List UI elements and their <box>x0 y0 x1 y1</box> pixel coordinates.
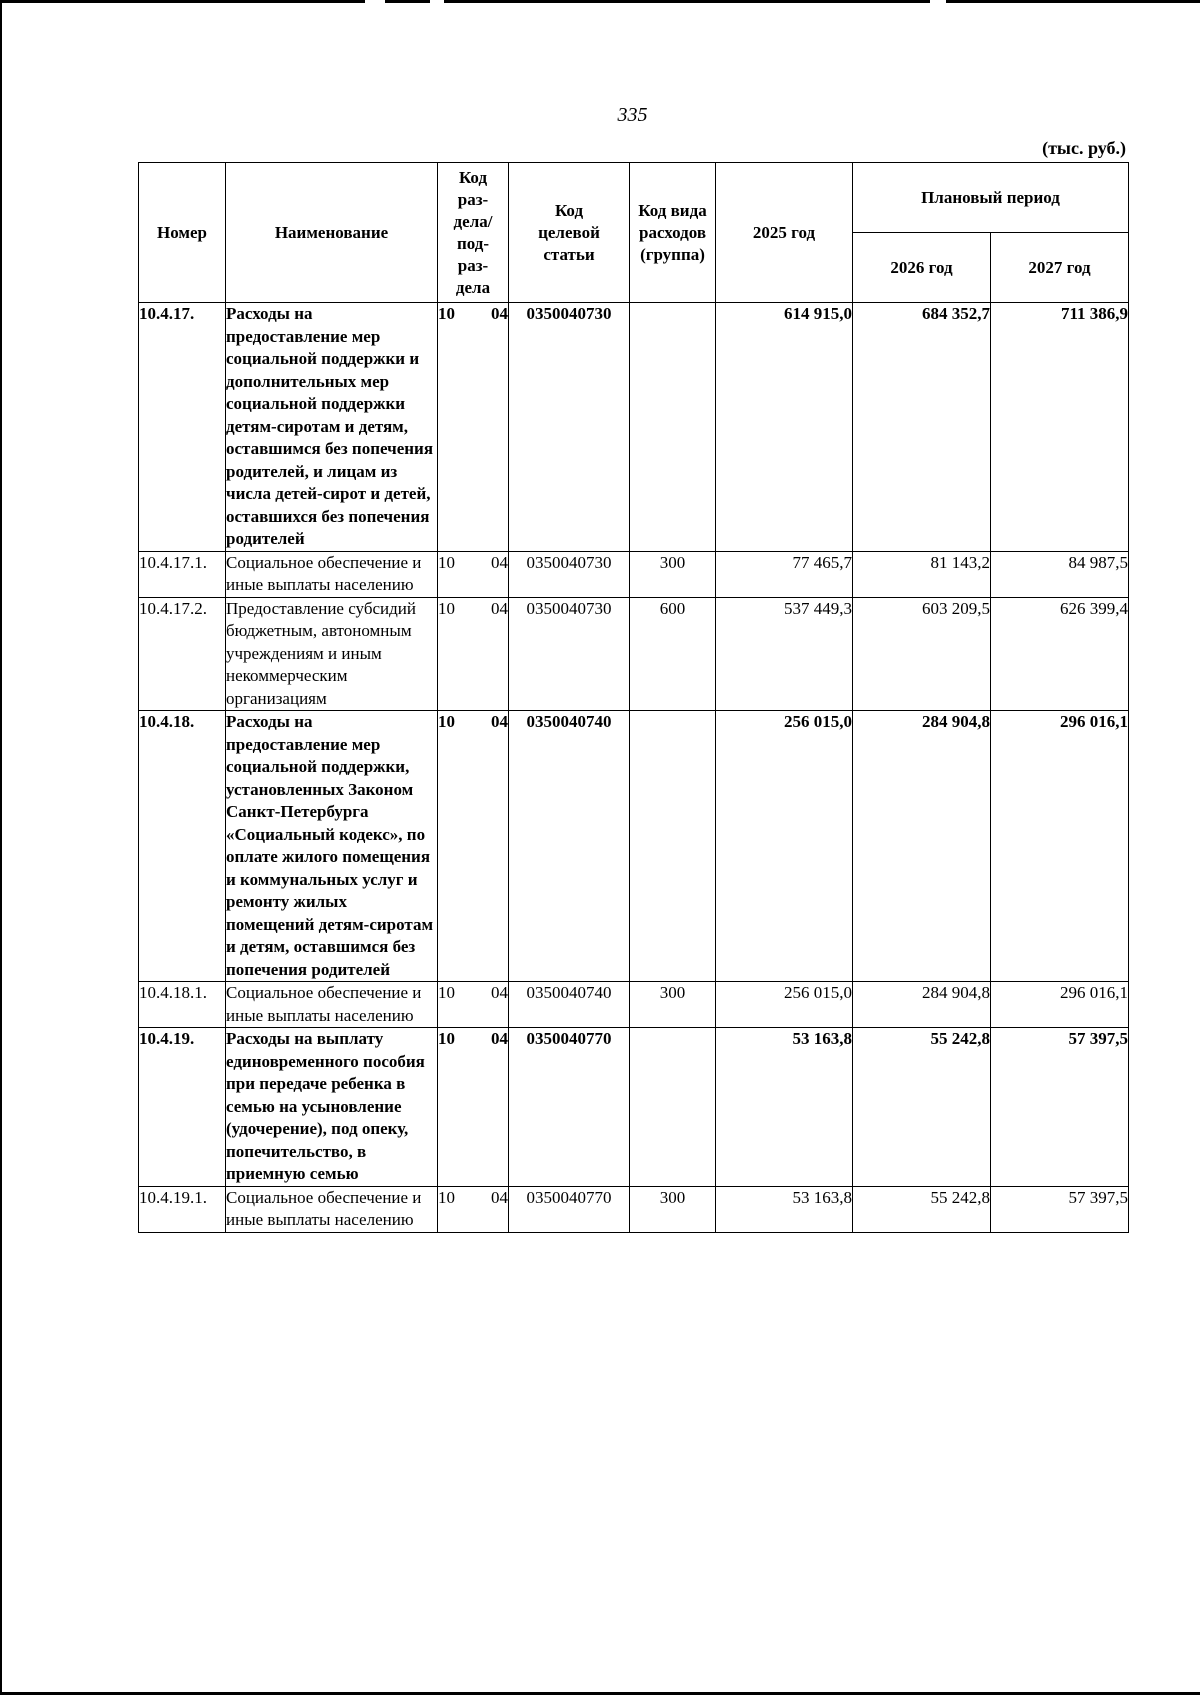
row-target-article: 0350040730 <box>509 597 630 711</box>
table-row <box>139 711 1129 982</box>
row-podrazdel: 04 <box>491 598 508 618</box>
row-expense-type: 300 <box>630 1186 716 1232</box>
row-razdel: 10 <box>438 598 455 618</box>
row-section <box>438 551 509 597</box>
row-value-2025: 53 163,8 <box>716 1186 853 1232</box>
row-podrazdel: 04 <box>491 552 508 572</box>
scan-border-gap <box>365 0 385 3</box>
row-name: Расходы на выплату единовременного пособия при передаче ребенка в семью на усыновление (удочерение), под опеку, попечительство, в приемную семью <box>226 1028 438 1187</box>
row-expense-type <box>630 1028 716 1187</box>
row-podrazdel: 04 <box>491 1029 508 1048</box>
table-row <box>139 597 1129 711</box>
row-value-2025: 53 163,8 <box>716 1028 853 1187</box>
row-section <box>438 1186 509 1232</box>
row-value-2025: 537 449,3 <box>716 597 853 711</box>
row-number: 10.4.19. <box>139 1028 226 1187</box>
row-value-2027: 84 987,5 <box>991 551 1129 597</box>
table-row <box>139 551 1129 597</box>
row-value-2026: 284 904,8 <box>853 982 991 1028</box>
row-razdel: 10 <box>438 1187 455 1207</box>
row-razdel: 10 <box>438 983 455 1002</box>
row-name: Предоставление субсидий бюджетным, автономным учреждениям и иным некоммерческим организациям <box>226 597 438 711</box>
row-number: 10.4.19.1. <box>139 1186 226 1232</box>
header-expense-type: Код вида расходов (группа) <box>630 163 716 303</box>
row-value-2025: 256 015,0 <box>716 982 853 1028</box>
header-section-label: Код раз-дела/ под-раз-дела <box>453 167 493 297</box>
row-number: 10.4.17. <box>139 303 226 552</box>
row-value-2027: 296 016,1 <box>991 982 1129 1028</box>
row-section <box>438 303 509 552</box>
units-label: (тыс. руб.) <box>1042 138 1126 158</box>
row-expense-type <box>630 303 716 552</box>
row-section <box>438 982 509 1028</box>
row-section <box>438 711 509 982</box>
row-podrazdel: 04 <box>491 1187 508 1207</box>
row-name: Социальное обеспечение и иные выплаты населению <box>226 551 438 597</box>
row-section <box>438 1028 509 1187</box>
page-number: 335 <box>617 104 648 126</box>
row-razdel: 10 <box>438 304 455 323</box>
row-value-2026: 284 904,8 <box>853 711 991 982</box>
row-expense-type: 300 <box>630 982 716 1028</box>
row-podrazdel: 04 <box>491 983 508 1002</box>
table-row <box>139 1028 1129 1187</box>
row-value-2027: 711 386,9 <box>991 303 1129 552</box>
row-number: 10.4.18.1. <box>139 982 226 1028</box>
row-value-2026: 55 242,8 <box>853 1186 991 1232</box>
row-name: Социальное обеспечение и иные выплаты населению <box>226 982 438 1028</box>
header-year-2026: 2026 год <box>853 233 991 303</box>
row-target-article: 0350040740 <box>509 711 630 982</box>
row-value-2026: 684 352,7 <box>853 303 991 552</box>
row-name: Расходы на предоставление мер социальной поддержки и дополнительных мер социальной поддержки детям-сиротам и детям, оставшимся без попечения родителей, и лицам из числа детей-сирот и детей, оставшихся без попечения родителей <box>226 303 438 552</box>
table-row <box>139 982 1129 1028</box>
header-target-article-label: Код целевой статьи <box>538 200 600 264</box>
scan-border-left <box>0 0 2 1695</box>
row-value-2025: 256 015,0 <box>716 711 853 982</box>
row-value-2026: 55 242,8 <box>853 1028 991 1187</box>
header-year-2025: 2025 год <box>716 163 853 303</box>
row-value-2025: 77 465,7 <box>716 551 853 597</box>
row-section <box>438 597 509 711</box>
row-value-2027: 296 016,1 <box>991 711 1129 982</box>
row-value-2027: 57 397,5 <box>991 1028 1129 1187</box>
row-value-2026: 603 209,5 <box>853 597 991 711</box>
row-expense-type: 600 <box>630 597 716 711</box>
table-row <box>139 1186 1129 1232</box>
header-section <box>438 163 509 303</box>
row-target-article: 0350040770 <box>509 1186 630 1232</box>
row-value-2027: 57 397,5 <box>991 1186 1129 1232</box>
row-number: 10.4.17.1. <box>139 551 226 597</box>
row-expense-type: 300 <box>630 551 716 597</box>
row-razdel: 10 <box>438 552 455 572</box>
row-podrazdel: 04 <box>491 712 508 731</box>
header-name: Наименование <box>226 163 438 303</box>
row-value-2025: 614 915,0 <box>716 303 853 552</box>
row-expense-type <box>630 711 716 982</box>
scan-border-gap <box>930 0 946 3</box>
scan-border-top <box>0 0 1200 3</box>
row-target-article: 0350040730 <box>509 551 630 597</box>
row-razdel: 10 <box>438 712 455 731</box>
row-podrazdel: 04 <box>491 304 508 323</box>
row-target-article: 0350040740 <box>509 982 630 1028</box>
header-planned-period: Плановый период <box>853 163 1129 233</box>
row-target-article: 0350040770 <box>509 1028 630 1187</box>
row-value-2027: 626 399,4 <box>991 597 1129 711</box>
scan-border-gap <box>430 0 444 3</box>
row-name: Социальное обеспечение и иные выплаты населению <box>226 1186 438 1232</box>
row-number: 10.4.18. <box>139 711 226 982</box>
table-row <box>139 303 1129 552</box>
header-number: Номер <box>139 163 226 303</box>
row-number: 10.4.17.2. <box>139 597 226 711</box>
header-target-article <box>509 163 630 303</box>
row-razdel: 10 <box>438 1029 455 1048</box>
row-value-2026: 81 143,2 <box>853 551 991 597</box>
header-year-2027: 2027 год <box>991 233 1129 303</box>
row-name: Расходы на предоставление мер социальной поддержки, установленных Законом Санкт-Петербурга «Социальный кодекс», по оплате жилого помещения и коммунальных услуг и ремонту жилых помещений детям-сиротам и детям, оставшимся без попечения родителей <box>226 711 438 982</box>
budget-table <box>138 162 1129 1233</box>
row-target-article: 0350040730 <box>509 303 630 552</box>
